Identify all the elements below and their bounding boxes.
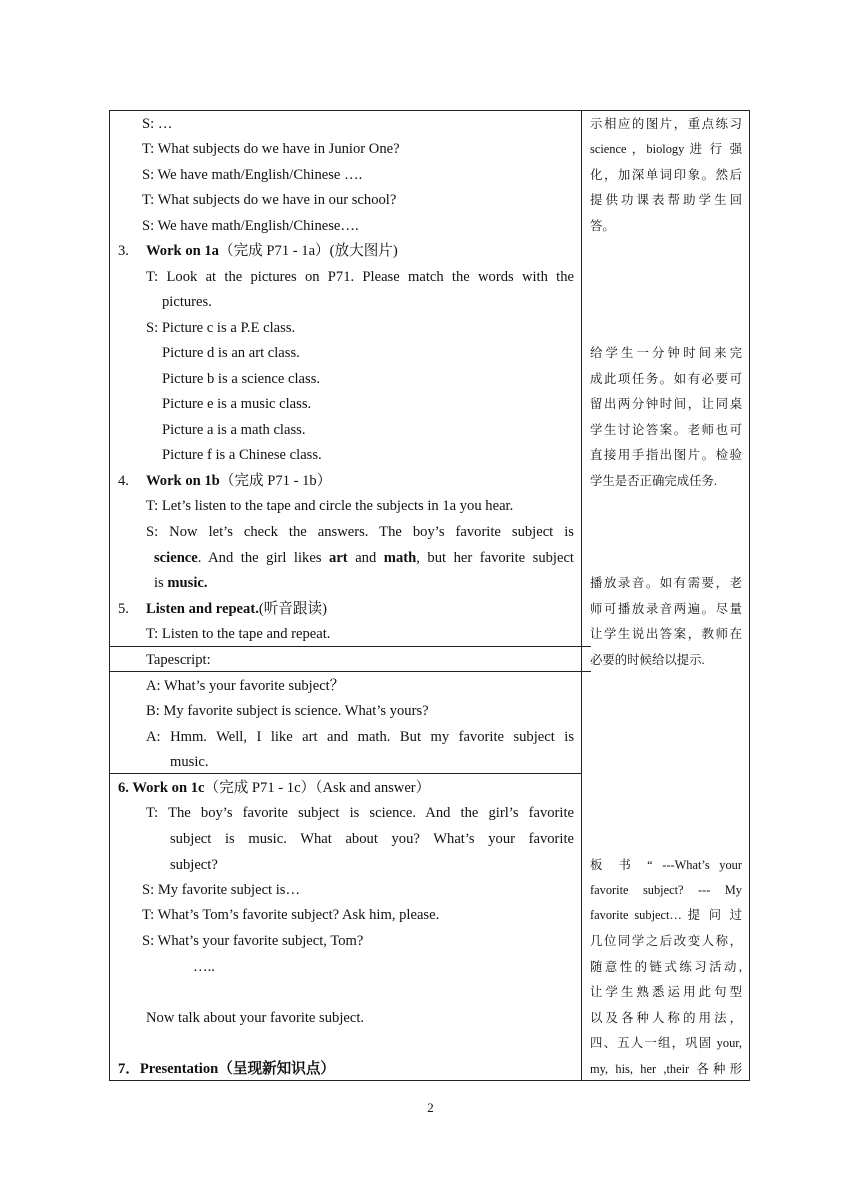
line-s-my-favorite: S: My favorite subject is… xyxy=(142,882,301,898)
page-number: 2 xyxy=(427,1100,434,1115)
note-line: 学生是否正确完成任务. xyxy=(590,474,718,488)
column-divider xyxy=(581,110,582,1081)
line-science-art-math: science. And the girl likes art and math, but her favorite subject xyxy=(154,550,574,566)
line-t-boys-favorite: T: The boy’s favorite subject is science. And the girl’s favorite xyxy=(146,805,574,821)
note-line: 留出两分钟时间，让同桌 xyxy=(590,397,742,411)
note-line: 让学生熟悉运用此句型 xyxy=(590,985,742,999)
note-line: 板 书 “ ---What’s your xyxy=(590,858,742,872)
line-picture-b: Picture b is a science class. xyxy=(162,371,321,387)
item-number-4: 4. xyxy=(118,473,129,489)
note-line: 师可播放录音两遍。尽量 xyxy=(590,602,742,616)
heading-presentation: 7．Presentation（呈现新知识点） xyxy=(118,1061,336,1077)
note-line: 几位同学之后改变人称， xyxy=(590,934,742,948)
note-line: 必要的时候给以提示. xyxy=(590,653,705,667)
heading-work-on-1c: 6. Work on 1c（完成 P71 - 1c）（Ask and answer） xyxy=(118,780,431,796)
line-now-talk: Now talk about your favorite subject. xyxy=(146,1010,365,1026)
row-divider-tapescript-bottom xyxy=(109,671,591,672)
note-line: science ，biology 进 行 强 xyxy=(590,142,742,156)
line-t-our-school: T: What subjects do we have in our school? xyxy=(142,192,397,208)
line-what-about-you: subject is music. What about you? What’s your favorite xyxy=(170,831,574,847)
tapescript-line-a1: A: What’s your favorite subject？ xyxy=(146,678,345,694)
note-line: 提供功课表帮助学生回 xyxy=(590,193,742,207)
line-t-junior-one: T: What subjects do we have in Junior One? xyxy=(142,141,400,157)
tapescript-line-b1: B: My favorite subject is science. What’s yours? xyxy=(146,703,429,719)
heading-work-on-1a: Work on 1a（完成 P71 - 1a）(放大图片) xyxy=(146,243,398,259)
line-s-ask-tom: S: What’s your favorite subject, Tom? xyxy=(142,933,364,949)
line-s-check-answers: S: Now let’s check the answers. The boy’s favorite subject is xyxy=(146,524,574,540)
note-line: 答。 xyxy=(590,219,615,233)
tapescript-label: Tapescript: xyxy=(146,652,211,668)
item-number-5: 5. xyxy=(118,601,129,617)
line-s-ellipsis: S: … xyxy=(142,116,173,132)
line-picture-e: Picture e is a music class. xyxy=(162,396,312,412)
line-t-toms-favorite: T: What’s Tom’s favorite subject? Ask him, please. xyxy=(142,907,440,923)
heading-listen-repeat: Listen and repeat.(听音跟读) xyxy=(146,601,327,617)
note-line: 以及各种人称的用法， xyxy=(590,1011,742,1025)
line-picture-c: S: Picture c is a P.E class. xyxy=(146,320,296,336)
line-ellipsis: ….. xyxy=(193,959,215,975)
note-line: 直接用手指出图片。检验 xyxy=(590,448,742,462)
note-line: 四、五人一组，巩固 your, xyxy=(590,1036,742,1050)
note-line: 示相应的图片，重点练习 xyxy=(590,117,742,131)
line-t-listen-circle: T: Let’s listen to the tape and circle the subjects in 1a you hear. xyxy=(146,498,514,514)
line-s-subjects-2: S: We have math/English/Chinese…. xyxy=(142,218,359,234)
row-divider-tapescript-top xyxy=(109,646,591,647)
line-s-subjects: S: We have math/English/Chinese …. xyxy=(142,167,363,183)
row-divider-work-1c xyxy=(109,773,581,774)
line-is-music: is music. xyxy=(154,575,208,591)
line-subject: subject? xyxy=(170,857,218,873)
note-line: 随意性的链式练习活动, xyxy=(590,960,742,974)
line-t-listen-repeat: T: Listen to the tape and repeat. xyxy=(146,626,331,642)
tapescript-line-music: music. xyxy=(170,754,209,770)
line-t-look-pictures: T: Look at the pictures on P71. Please match the words with the xyxy=(146,269,574,285)
note-line: favorite subject? --- My xyxy=(590,883,742,897)
line-picture-f: Picture f is a Chinese class. xyxy=(162,447,322,463)
line-picture-a: Picture a is a math class. xyxy=(162,422,306,438)
note-line: 学生讨论答案。老师也可 xyxy=(590,423,742,437)
line-pictures: pictures. xyxy=(162,294,212,310)
note-line: 给学生一分钟时间来完 xyxy=(590,346,742,360)
item-number-3: 3. xyxy=(118,243,129,259)
tapescript-line-a2: A: Hmm. Well, I like art and math. But my favorite subject is xyxy=(146,729,574,745)
note-line: 让学生说出答案，教师在 xyxy=(590,627,742,641)
note-line: favorite subject… 提 问 过 xyxy=(590,908,742,922)
note-line: 化，加深单词印象。然后 xyxy=(590,168,742,182)
line-picture-d: Picture d is an art class. xyxy=(162,345,300,361)
note-line: 成此项任务。如有必要可 xyxy=(590,372,742,386)
heading-work-on-1b: Work on 1b（完成 P71 - 1b） xyxy=(146,473,332,489)
note-line: my, his, her ,their 各种形 xyxy=(590,1062,742,1076)
note-line: 播放录音。如有需要，老 xyxy=(590,576,742,590)
